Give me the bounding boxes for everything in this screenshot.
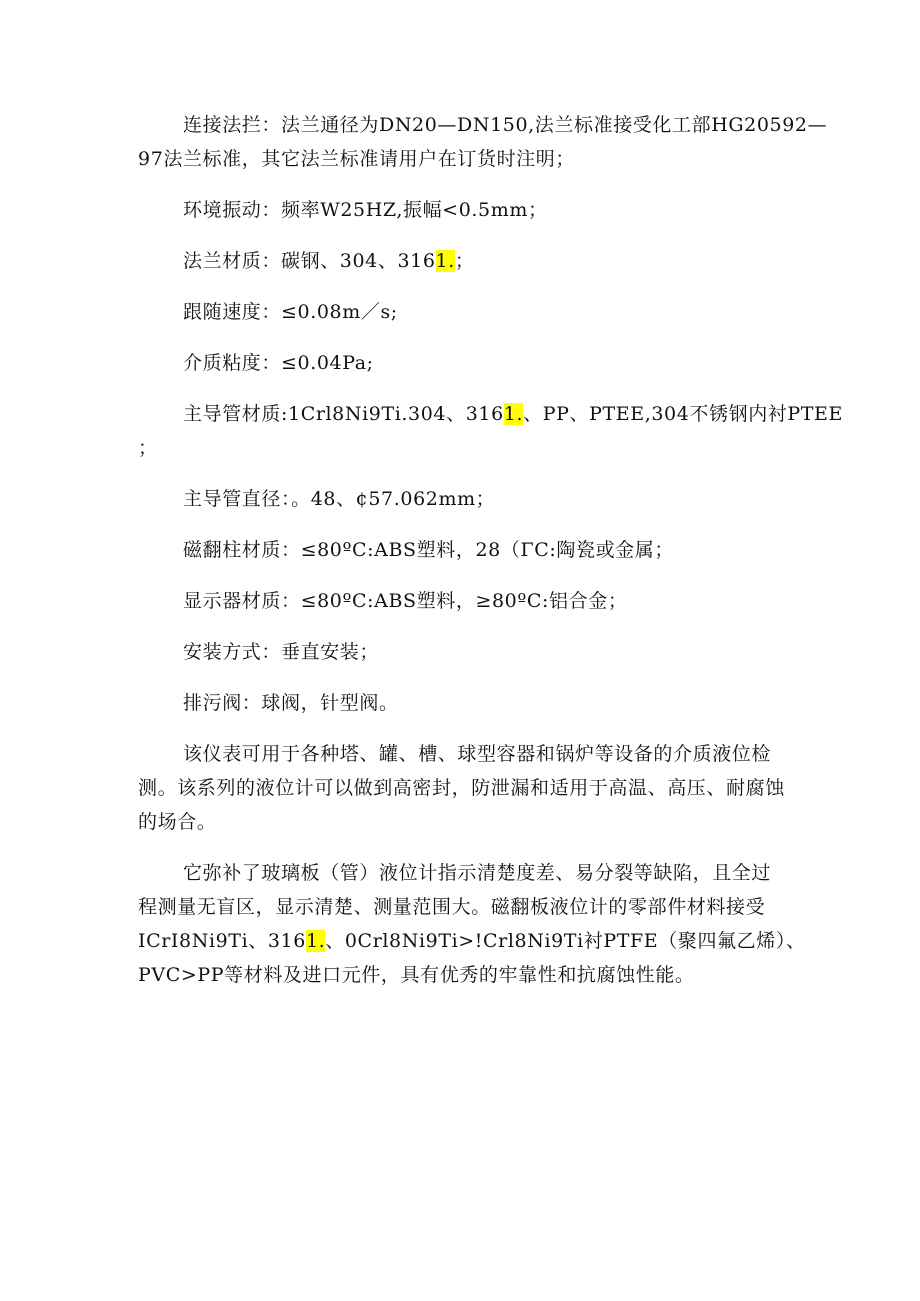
highlight-mark: 1. (435, 250, 455, 272)
document-body (138, 108, 843, 992)
paragraph-application-line1: 该仪表可用于各种塔、罐、槽、球型容器和锅炉等设备的介质液位检 (183, 743, 772, 765)
paragraph-advantages (138, 856, 806, 992)
spec-tube-material-line1 (138, 397, 843, 431)
spec-drain-valve: 排污阀：球阀，针型阀。 (183, 692, 399, 714)
paragraph-advantages-line4: PVC>PP等材料及进口元件，具有优秀的牢靠性和抗腐蚀性能。 (138, 964, 695, 986)
spec-tube-material-text: 主导管材质:1Crl8Ni9Ti.304、316 (183, 403, 504, 425)
spec-display-material: 显示器材质：≤80ºC:ABS塑料，≥80ºC:铝合金； (183, 590, 628, 612)
highlight-mark: 1. (503, 403, 524, 425)
spec-flange-line2: 97法兰标准，其它法兰标准请用户在订货时注明； (138, 148, 575, 170)
spec-vibration: 环境振动：频率W25HZ,振幅<0.5mm； (183, 199, 548, 221)
spec-flange-material-end: ； (454, 250, 475, 272)
spec-tube-material-rest: 、PP、PTEE,304不锈钢内衬PTEE (523, 403, 843, 425)
paragraph-advantages-line3-rest: 、0Crl8Ni9Ti>!Crl8Ni9Ti衬PTFE（聚四氟乙烯）、 (325, 930, 806, 952)
highlight-mark: 1. (305, 930, 326, 952)
spec-flange-connection (138, 108, 828, 176)
spec-tube-material-line2: ； (138, 437, 158, 459)
spec-install-method: 安装方式：垂直安装； (183, 641, 380, 663)
spec-viscosity: 介质粘度：≤0.04Pa; (183, 352, 374, 374)
paragraph-application-line2: 测。该系列的液位计可以做到高密封，防泄漏和适用于高温、高压、耐腐蚀 (138, 777, 785, 799)
spec-tube-material (138, 397, 843, 465)
paragraph-advantages-line3-text: ICrI8Ni9Ti、316 (138, 930, 306, 952)
spec-follow-speed: 跟随速度：≤0.08m／s; (183, 301, 398, 323)
spec-flange-material-text: 法兰材质：碳钢、304、316 (183, 250, 436, 272)
spec-tube-diameter: 主导管直径：。48、¢57.062mm； (183, 488, 496, 510)
paragraph-application (138, 737, 794, 839)
spec-flap-material: 磁翻柱材质：≤80ºC:ABS塑料，28（ΓC:陶瓷或金属； (183, 539, 674, 561)
spec-flange-line1: 连接法拦：法兰通径为DN20—DN150,法兰标准接受化工部HG20592— (183, 114, 828, 136)
paragraph-application-line3: 的场合。 (138, 811, 217, 833)
spec-flange-material (138, 244, 794, 278)
paragraph-advantages-line1: 它弥补了玻璃板（管）液位计指示清楚度差、易分裂等缺陷，且全过 (183, 862, 772, 884)
paragraph-advantages-line3 (138, 924, 806, 958)
paragraph-advantages-line2: 程测量无盲区，显示清楚、测量范围大。磁翻板液位计的零部件材料接受 (138, 896, 766, 918)
